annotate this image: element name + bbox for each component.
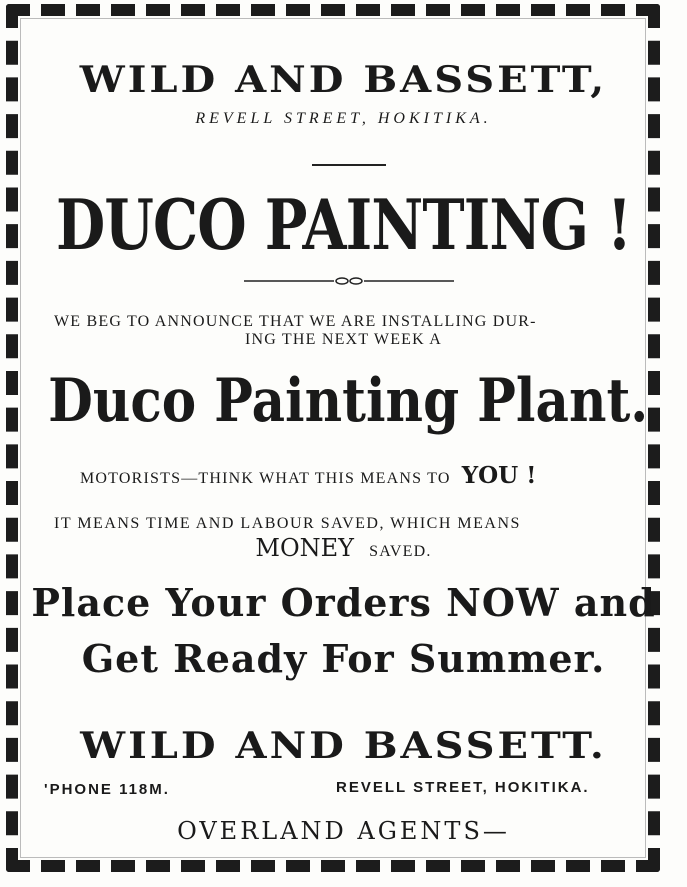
footer-agents: OVERLAND AGENTS— — [177, 817, 510, 845]
footer-phone: 'PHONE 118M. — [44, 781, 170, 798]
announcement-line2: ING THE NEXT WEEK A — [244, 331, 442, 348]
headline: DUCO PAINTING ! — [55, 184, 632, 266]
cta-line2: Get Ready For Summer. — [81, 636, 606, 681]
money-line — [0, 534, 687, 562]
header-firm-name: WILD AND BASSETT, — [79, 57, 608, 102]
announcement-line1: WE BEG TO ANNOUNCE THAT WE ARE INSTALLING DUR- — [54, 313, 537, 330]
footer-firm-name: WILD AND BASSETT. — [80, 723, 607, 768]
money-word: MONEY — [255, 534, 355, 562]
motorists-you: YOU ! — [461, 462, 537, 489]
means-line1: IT MEANS TIME AND LABOUR SAVED, WHICH MEANS — [54, 515, 521, 532]
saved-word: SAVED. — [369, 543, 432, 560]
header-address: REVELL STREET, HOKITIKA. — [195, 110, 492, 127]
short-rule — [312, 164, 386, 166]
ornament-rule — [244, 276, 454, 286]
plant-title: Duco Painting Plant. — [48, 366, 649, 436]
motorists-text: MOTORISTS—THINK WHAT THIS MEANS TO — [80, 470, 451, 487]
footer-address: REVELL STREET, HOKITIKA. — [336, 779, 590, 796]
motorists-line — [80, 462, 536, 489]
cta-line1: Place Your Orders NOW and — [31, 580, 656, 625]
